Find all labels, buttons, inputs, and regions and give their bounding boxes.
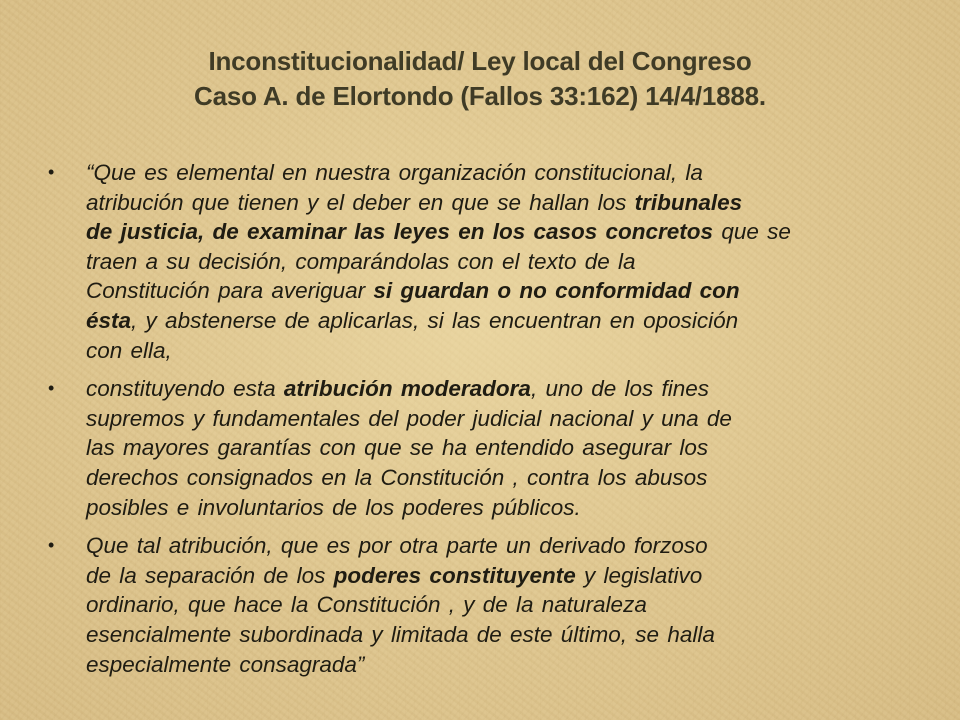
emphasis: si guardan o no conformidad con xyxy=(373,278,740,304)
text-line: derechos consignados en la Constitución , contra los abusos xyxy=(86,464,708,490)
text-line: constituyendo esta atribución moderadora, uno de los fines xyxy=(86,376,710,402)
title-line-2: Caso A. de Elortondo (Fallos 33:162) 14/4/1888. xyxy=(194,81,766,111)
bullet-icon: • xyxy=(48,162,55,182)
text-line: esencialmente subordinada y limitada de este último, se halla xyxy=(86,621,715,647)
bullet-icon: • xyxy=(48,535,55,556)
text-line: atribución que tienen y el deber en que se hallan los tribunales xyxy=(86,189,743,215)
text-line: “Que es elemental en nuestra organización constitucional, la xyxy=(86,160,703,185)
text-line: traen a su decisión, comparándolas con el texto de la xyxy=(86,248,636,274)
emphasis: ésta xyxy=(86,307,132,333)
text-line: especialmente consagrada” xyxy=(86,651,365,677)
text-line: ordinario, que hace la Constitución , y de la naturaleza xyxy=(86,592,647,618)
emphasis: tribunales xyxy=(634,189,743,215)
bullet-item xyxy=(45,531,915,679)
text-line: Constitución para averiguar si guardan o no conformidad con xyxy=(86,278,740,304)
bullet-item xyxy=(45,158,915,365)
text-line: ésta, y abstenerse de aplicarlas, si las encuentran en oposición xyxy=(86,307,739,333)
emphasis: atribución moderadora xyxy=(283,376,531,402)
text-line: de justicia, de examinar las leyes en los casos concretos que se xyxy=(86,219,791,245)
title-line-1: Inconstitucionalidad/ Ley local del Congreso xyxy=(208,46,752,76)
text-line: las mayores garantías con que se ha entendido asegurar los xyxy=(86,435,709,461)
text-line: de la separación de los poderes constituyente y legislativo xyxy=(86,562,703,588)
text-line: Que tal atribución, que es por otra parte un derivado forzoso xyxy=(86,533,708,559)
text-line: supremos y fundamentales del poder judicial nacional y una de xyxy=(86,405,732,431)
bullet-item xyxy=(45,374,915,522)
text-line: con ella, xyxy=(86,337,172,363)
bullet-list xyxy=(45,158,915,679)
emphasis: poderes constituyente xyxy=(333,562,576,588)
bullet-icon: • xyxy=(48,378,55,399)
emphasis: de justicia, de examinar las leyes en los casos concretos xyxy=(86,219,714,245)
text-line: posibles e involuntarios de los poderes públicos. xyxy=(86,494,581,520)
slide-title xyxy=(60,44,900,114)
